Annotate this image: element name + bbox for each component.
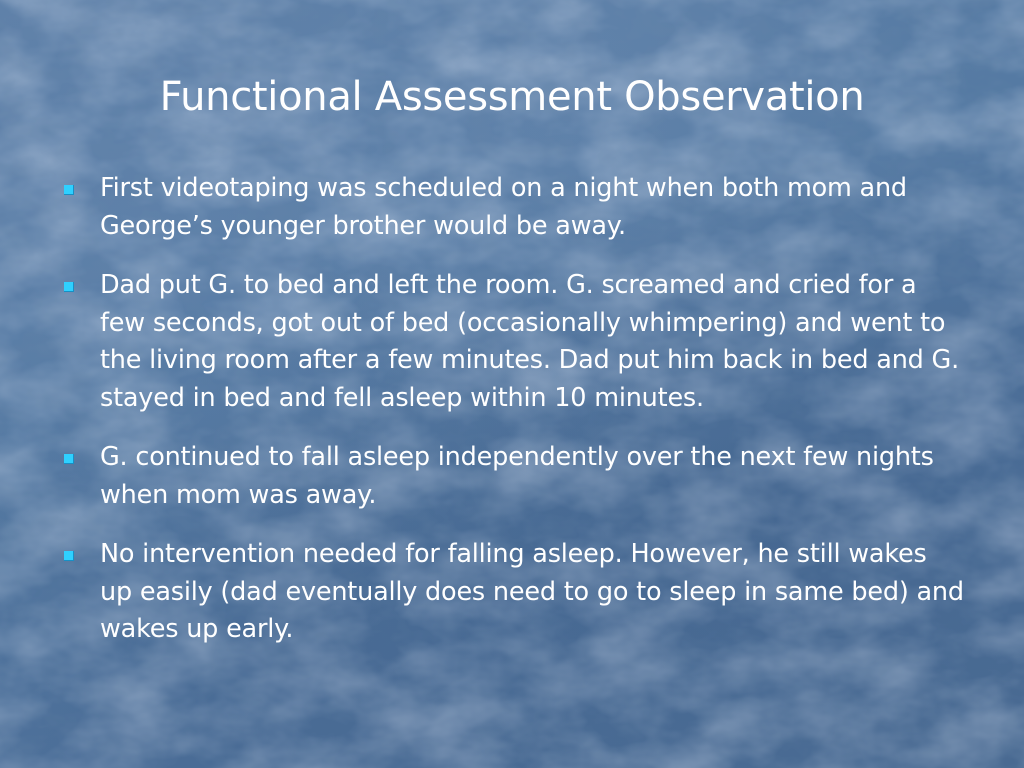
square-bullet-icon <box>64 185 74 195</box>
bullet-item <box>60 267 965 417</box>
bullet-list <box>60 170 965 671</box>
bullet-item <box>60 439 965 514</box>
bullet-text: Dad put G. to bed and left the room. G. screamed and cried for a few seconds, got out of bed (occasionally whimpering) and went to the living room after a few minutes. Dad put him back in bed and G. stayed in bed and fell asleep within 10 minutes. <box>100 270 960 413</box>
bullet-item <box>60 170 965 245</box>
bullet-item <box>60 536 965 649</box>
square-bullet-icon <box>64 454 74 464</box>
bullet-text: First videotaping was scheduled on a night when both mom and George’s younger brother would be away. <box>100 173 907 241</box>
square-bullet-icon <box>64 282 74 292</box>
bullet-text: G. continued to fall asleep independently over the next few nights when mom was away. <box>100 442 934 510</box>
square-bullet-icon <box>64 551 74 561</box>
slide-title: Functional Assessment Observation <box>159 74 865 120</box>
bullet-text: No intervention needed for falling asleep. However, he still wakes up easily (dad eventually does need to go to sleep in same bed) and wakes up early. <box>100 539 964 644</box>
